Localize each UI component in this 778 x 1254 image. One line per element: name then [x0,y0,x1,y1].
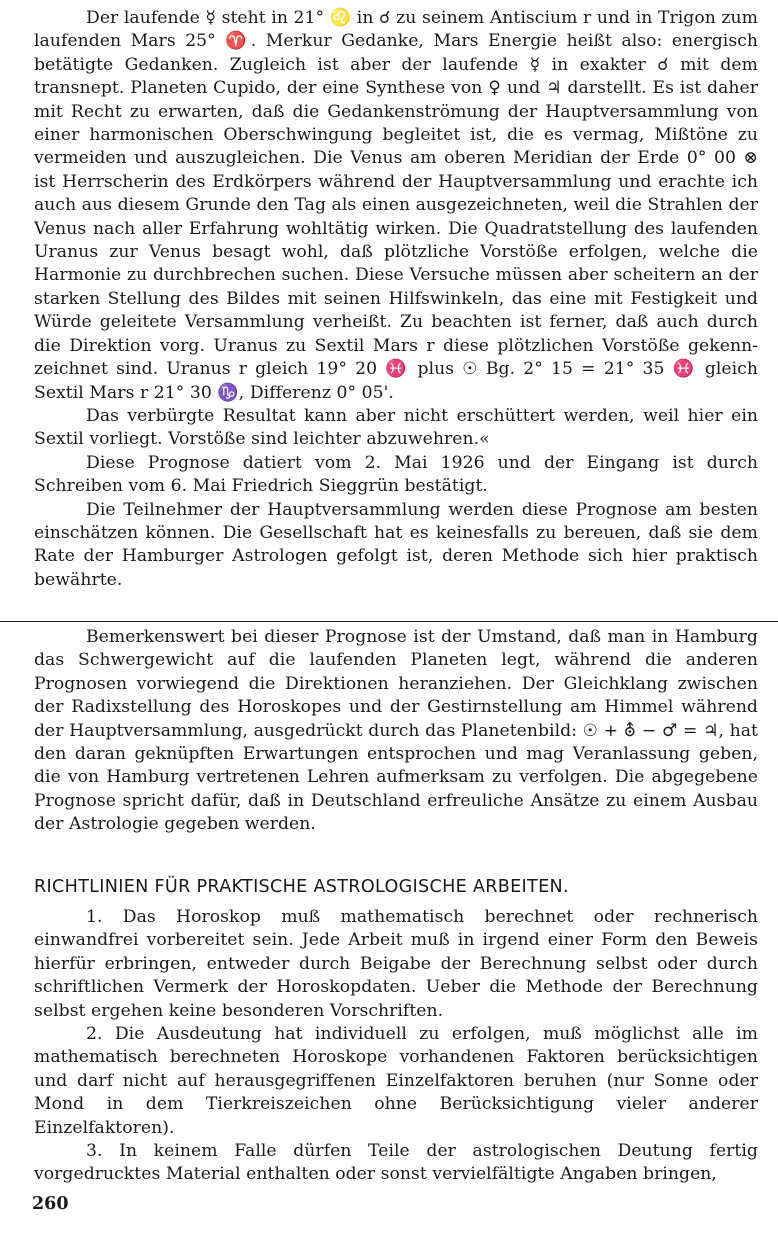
remark-paragraph: Bemerkenswert bei dieser Prognose ist der Umstand, daß man in Hamburg das Schwergewicht auf die laufenden Planeten legt, während die anderen Prognosen vorwiegend die Direktionen heranziehen. Der Gleichklang zwischen der Radixstellung des Horoskopes und der Gestirnstellung am Himmel während der Hauptversammlung, ausgedrückt durch das Planetenbild: ☉ + ⛢ − ♂ = ♃, hat den daran geknüpften Erwartungen entsprochen und mag Veranlassung geben, die von Hamburg vertretenen Lehren aufmerksam zu verfolgen. Die abgegebene Prognose spricht dafür, daß in Deutschland erfreuliche Ansätze zu einem Ausbau der Astrologie gegeben werden. [34,627,758,835]
remark-section [34,626,758,837]
guideline-item: 1. Das Horoskop muß mathematisch berechnet oder rechnerisch einwandfrei vorbereitet sein. Jede Arbeit muß in irgend einer Form den Beweis hierfür erbringen, entweder durch Beigabe der Berechnung selbst oder durch schriftlichen Vermerk der Horoskopdaten. Ueber die Methode der Berechnung selbst ergehen keine besonderen Vorschriften. [34,907,758,1021]
guideline-item: 3. In keinem Falle dürfen Teile der astrologischen Deutung fertig vorgedrucktes Material enthalten oder sonst vervielfältigte Angaben bringen, [34,1141,758,1185]
prognosis-quote [34,7,758,592]
prognosis-paragraph: Diese Prognose datiert vom 2. Mai 1926 und der Eingang ist durch Schreiben vom 6. Mai Friedrich Sieggrün bestätigt. [34,452,758,497]
prognosis-paragraph: Der laufende ☿ steht in 21° ♌ in ☌ zu seinem Antiscium r und in Trigon zum laufenden Mars 25° ♈. Merkur Gedanke, Mars Energie heißt also: energisch betätigte Gedanken. Zugleich ist aber der laufende ☿ in exakter ☌ mit dem transnept. Planeten Cupido, der eine Synthese von ♀ und ♃ darstellt. Es ist daher mit Recht zu erwarten, daß die Gedankenströmung der Hauptversammlung von einer harmonischen Oberschwingung begleitet ist, die es vermag, Mißtöne zu vermeiden und auszugleichen. Die Venus am oberen Meridian der Erde 0° 00 ⊗ ist Herrscherin des Erdkörpers während der Hauptversammlung und erachte ich auch aus diesem Grunde den Tag als einen ausgezeichneten, weil die Strahlen der Venus nach aller Erfahrung wohltätig wirken. Die Quadratstellung des laufenden Uranus zur Venus besagt wohl, daß plötzliche Vorstöße erfolgen, welche die Harmonie zu durchbrechen suchen. Diese Versuche müssen aber scheitern an der starken Stellung des Bildes mit seinen Hilfswinkeln, das eine mit Festigkeit und Würde geleitete Versammlung verheißt. Zu beachten ist ferner, daß auch durch die Direktion vorg. Uranus zu Sextil Mars r diese plötzlichen Vorstöße gekennzeichnet sind. Uranus r gleich 19° 20 ♓ plus ☉ Bg. 2° 15 = 21° 35 ♓ gleich Sextil Mars r 21° 30 ♑, Differenz 0° 05'. [34,8,758,403]
guidelines-heading: RICHTLINIEN FÜR PRAKTISCHE ASTROLOGISCHE ARBEITEN. [34,877,569,897]
section-divider [0,621,778,622]
page-number: 260 [32,1194,69,1214]
prognosis-paragraph: Die Teilnehmer der Hauptversammlung werden diese Prognose am besten einschätzen können. Die Gesellschaft hat es keinesfalls zu bereuen, daß sie dem Rate der Hamburger Astrologen gefolgt ist, deren Methode sich hier praktisch bewährte. [34,499,758,590]
guideline-item: 2. Die Ausdeutung hat individuell zu erfolgen, muß möglichst alle im mathematisch berechneten Horoskope vorhandenen Faktoren berücksichtigen und darf nicht auf herausgegriffenen Einzelfaktoren beruhen (nur Sonne oder Mond in dem Tierkreiszeichen ohne Berücksichtigung vieler anderer Einzelfaktoren). [34,1024,758,1138]
guidelines-list [34,906,758,1187]
prognosis-paragraph: Das verbürgte Resultat kann aber nicht erschüttert werden, weil hier ein Sextil vorliegt. Vorstöße sind leichter abzuwehren.« [34,405,758,450]
